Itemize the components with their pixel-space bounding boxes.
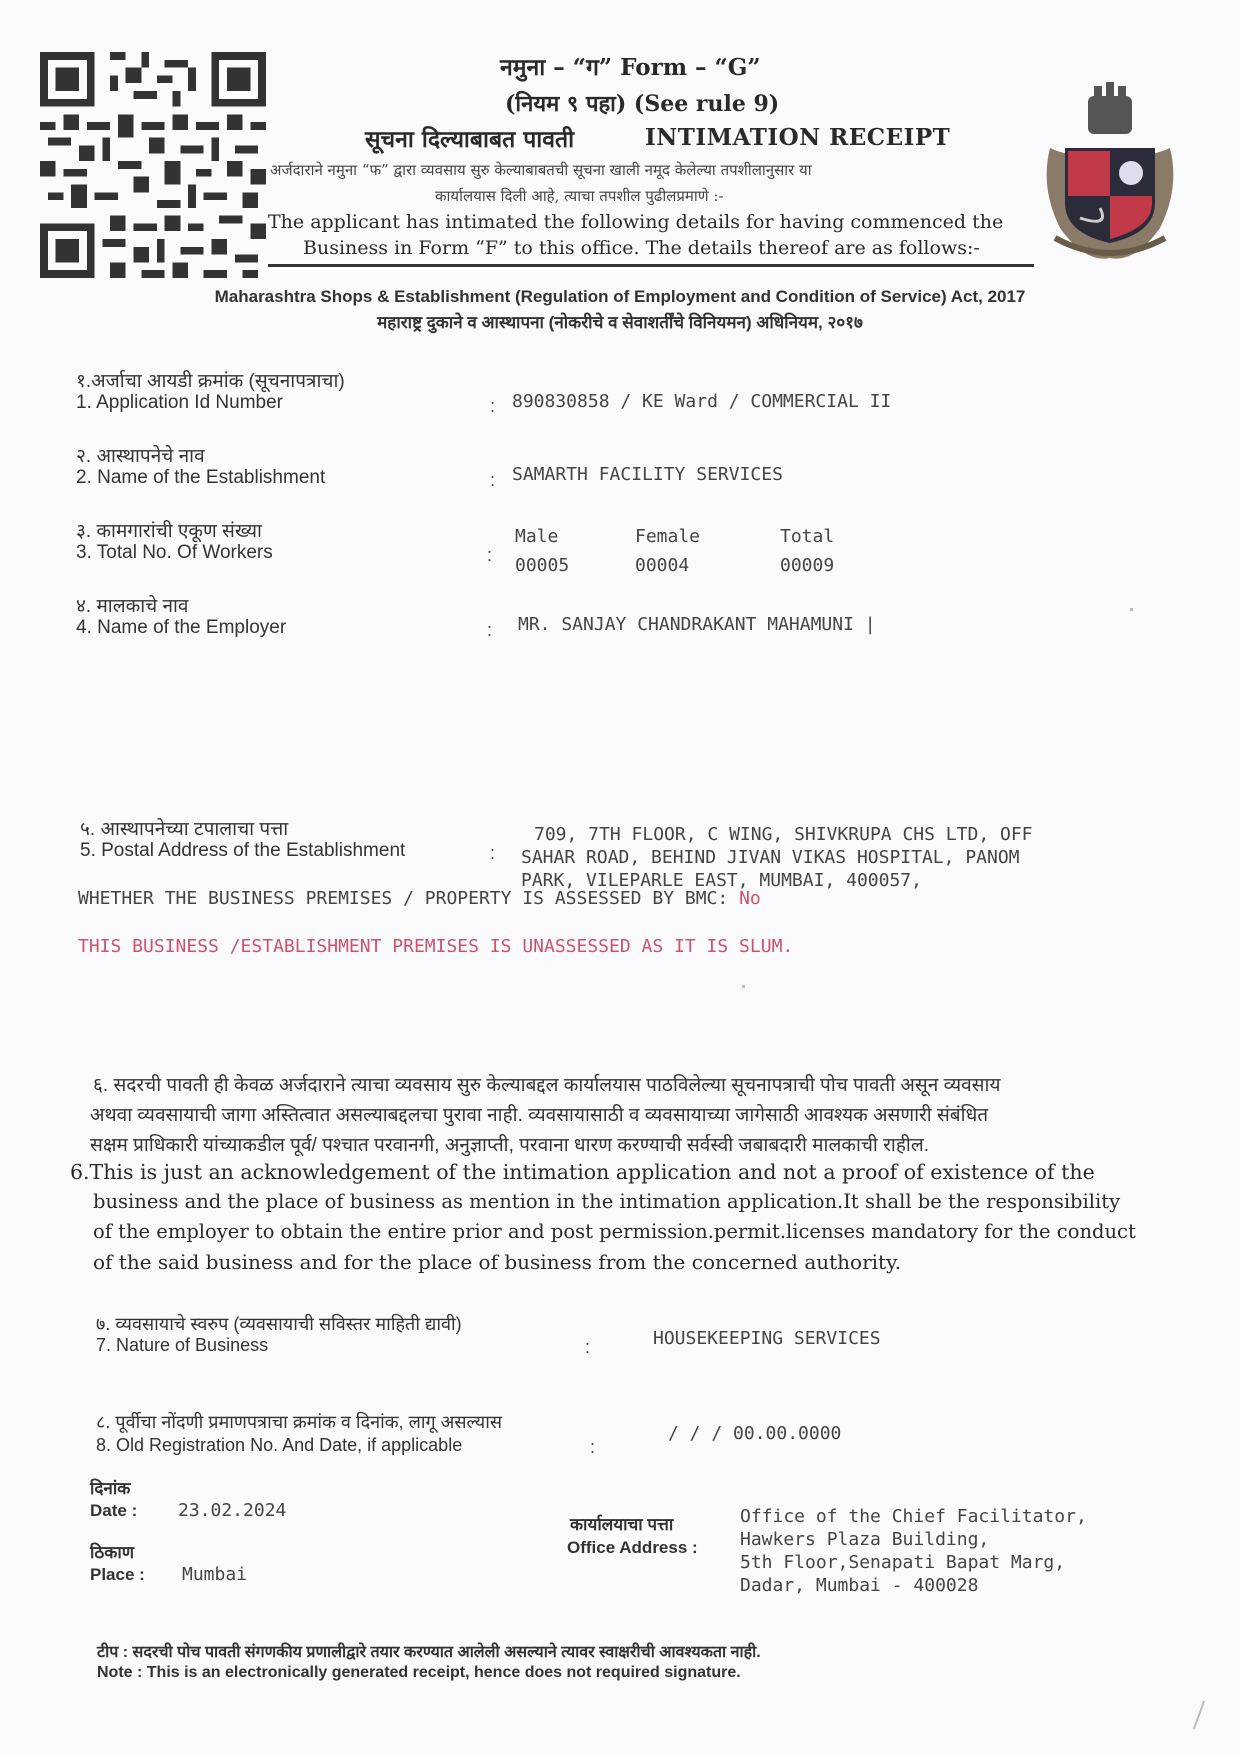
employer-value: MR. SANJAY CHANDRAKANT MAHAMUNI | xyxy=(518,614,876,635)
colon: : xyxy=(490,843,496,863)
workers-label-marathi: ३. कामगारांची एकूण संख्या xyxy=(76,521,262,542)
header-divider xyxy=(268,264,1034,267)
note: Note : This is an electronically generated receipt, hence does not required signature. xyxy=(97,1664,741,1681)
office-label-marathi: कार्यालयाचा पत्ता xyxy=(570,1515,674,1534)
rule-reference: (नियम ९ पहा) (See rule 9) xyxy=(505,91,780,117)
scan-mark xyxy=(1193,1701,1205,1730)
address-line3: PARK, VILEPARLE EAST, MUMBAI, 400057, xyxy=(521,870,922,891)
male-header: Male xyxy=(515,526,559,547)
female-header: Female xyxy=(635,526,701,547)
colon: : xyxy=(487,545,493,565)
assessment-value: No xyxy=(739,888,761,909)
total-count: 00009 xyxy=(780,555,835,576)
receipt-title: INTIMATION RECEIPT xyxy=(645,124,951,151)
establishment-label: 2. Name of the Establishment xyxy=(76,467,326,488)
clause6-marathi-line3: सक्षम प्राधिकारी यांच्याकडील पूर्व/ पश्चात परवानगी, अनुज्ञाप्ती, परवाना धारण करण्याची सर्वस्वी जबाबदारी मालकाची राहील. xyxy=(90,1135,929,1156)
date-label: Date : xyxy=(90,1501,138,1520)
form-title: नमुना – “ग” Form – “G” xyxy=(500,54,761,81)
place-label-marathi: ठिकाण xyxy=(90,1543,135,1562)
assessment-question xyxy=(78,888,761,909)
establishment-label-marathi: २. आस्थापनेचे नाव xyxy=(76,446,205,467)
colon: : xyxy=(487,620,493,640)
intro-english-line2: Business in Form “F” to this office. The details thereof are as follows:- xyxy=(303,237,980,259)
old-reg-label: 8. Old Registration No. And Date, if applicable xyxy=(96,1435,463,1455)
address-line2: SAHAR ROAD, BEHIND JIVAN VIKAS HOSPITAL, PANOM xyxy=(521,847,1020,868)
colon: : xyxy=(490,470,496,490)
address-label-marathi: ५. आस्थापनेच्या टपालाचा पत्ता xyxy=(80,819,289,840)
employer-label-marathi: ४. मालकाचे नाव xyxy=(76,596,189,617)
male-count: 00005 xyxy=(515,555,570,576)
intro-marathi-line1: अर्जदाराने नमुना “फ” द्वारा व्यवसाय सुरु केल्याबाबतची सूचना खाली नमूद केलेल्या तपशीलानुसार या xyxy=(270,161,812,179)
qr-code xyxy=(40,52,266,278)
old-reg-label-marathi: ८. पूर्वीचा नोंदणी प्रमाणपत्राचा क्रमांक व दिनांक, लागू असल्यास xyxy=(96,1412,503,1432)
establishment-value: SAMARTH FACILITY SERVICES xyxy=(512,464,783,485)
clause6-english-line3: of the employer to obtain the entire prior and post permission.permit.licenses mandatory for the conduct xyxy=(93,1220,1136,1243)
assessment-text: WHETHER THE BUSINESS PREMISES / PROPERTY IS ASSESSED BY BMC: xyxy=(78,888,729,909)
nature-value: HOUSEKEEPING SERVICES xyxy=(653,1328,881,1349)
scan-speck xyxy=(1130,608,1133,611)
old-reg-value: / / / 00.00.0000 xyxy=(668,1423,842,1444)
intro-english-line1: The applicant has intimated the following details for having commenced the xyxy=(268,211,1004,233)
date-label-marathi: दिनांक xyxy=(90,1479,131,1498)
date-value: 23.02.2024 xyxy=(178,1500,287,1521)
place-value: Mumbai xyxy=(182,1564,248,1585)
colon: : xyxy=(585,1337,591,1357)
intro-marathi-line2: कार्यालयास दिली आहे, त्याचा तपशील पुढीलप्रमाणे :- xyxy=(435,187,724,205)
note-marathi: टीप : सदरची पोच पावती संगणकीय प्रणालीद्वारे तयार करण्यात आलेली असल्याने त्यावर स्वाक्षरीची आवश्यकता नाही. xyxy=(97,1644,761,1661)
app-id-value: 890830858 / KE Ward / COMMERCIAL II xyxy=(512,391,892,412)
colon: : xyxy=(590,1437,596,1457)
workers-label: 3. Total No. Of Workers xyxy=(76,542,273,563)
bmc-emblem xyxy=(1030,78,1190,268)
clause6-english-line2: business and the place of business as mention in the intimation application.It shall be the responsibility xyxy=(93,1190,1121,1213)
scan-speck xyxy=(742,985,745,988)
slum-note: THIS BUSINESS /ESTABLISHMENT PREMISES IS UNASSESSED AS IT IS SLUM. xyxy=(78,936,794,957)
total-header: Total xyxy=(780,526,835,547)
colon: : xyxy=(490,396,496,416)
place-label: Place : xyxy=(90,1565,145,1584)
employer-label: 4. Name of the Employer xyxy=(76,617,287,638)
act-title-marathi: महाराष्ट्र दुकाने व आस्थापना (नोकरीचे व सेवाशर्तींचे विनियमन) अधिनियम, २०१७ xyxy=(377,313,863,332)
address-label: 5. Postal Address of the Establishment xyxy=(80,840,406,861)
clause6-marathi-line2: अथवा व्यवसायाची जागा अस्तित्वात असल्याबद्दलचा पुरावा नाही. व्यवसायासाठी व व्यवसायाच्या जागेसाठी आवश्यक असणारी संबंधित xyxy=(90,1105,989,1126)
office-label: Office Address : xyxy=(567,1538,698,1557)
app-id-label: 1. Application Id Number xyxy=(76,392,284,413)
nature-label-marathi: ७. व्यवसायाचे स्वरुप (व्यवसायाची सविस्तर माहिती द्यावी) xyxy=(96,1314,462,1334)
act-title: Maharashtra Shops & Establishment (Regulation of Employment and Condition of Service) Act, 2017 xyxy=(214,287,1026,306)
office-line2: Hawkers Plaza Building, xyxy=(740,1529,990,1550)
female-count: 00004 xyxy=(635,555,690,576)
office-line1: Office of the Chief Facilitator, xyxy=(740,1506,1087,1527)
nature-label: 7. Nature of Business xyxy=(96,1335,269,1355)
clause6-english-line4: of the said business and for the place of business from the concerned authority. xyxy=(93,1250,902,1274)
clause6-english-line1: 6.This is just an acknowledgement of the intimation application and not a proof of existence of the xyxy=(70,1160,1095,1184)
office-line4: Dadar, Mumbai - 400028 xyxy=(740,1575,979,1596)
app-id-label-marathi: १.अर्जाचा आयडी क्रमांक (सूचनापत्राचा) xyxy=(76,371,345,392)
clause6-marathi-line1: ६. सदरची पावती ही केवळ अर्जदाराने त्याचा व्यवसाय सुरु केल्याबद्दल कार्यालयास पाठविलेल्या सूचनापत्राची पोच पावती असून व्यवसाय xyxy=(93,1075,1001,1096)
receipt-title-marathi: सूचना दिल्याबाबत पावती xyxy=(365,126,575,153)
address-line1: 709, 7TH FLOOR, C WING, SHIVKRUPA CHS LTD, OFF xyxy=(534,824,1033,845)
office-line3: 5th Floor,Senapati Bapat Marg, xyxy=(740,1552,1066,1573)
